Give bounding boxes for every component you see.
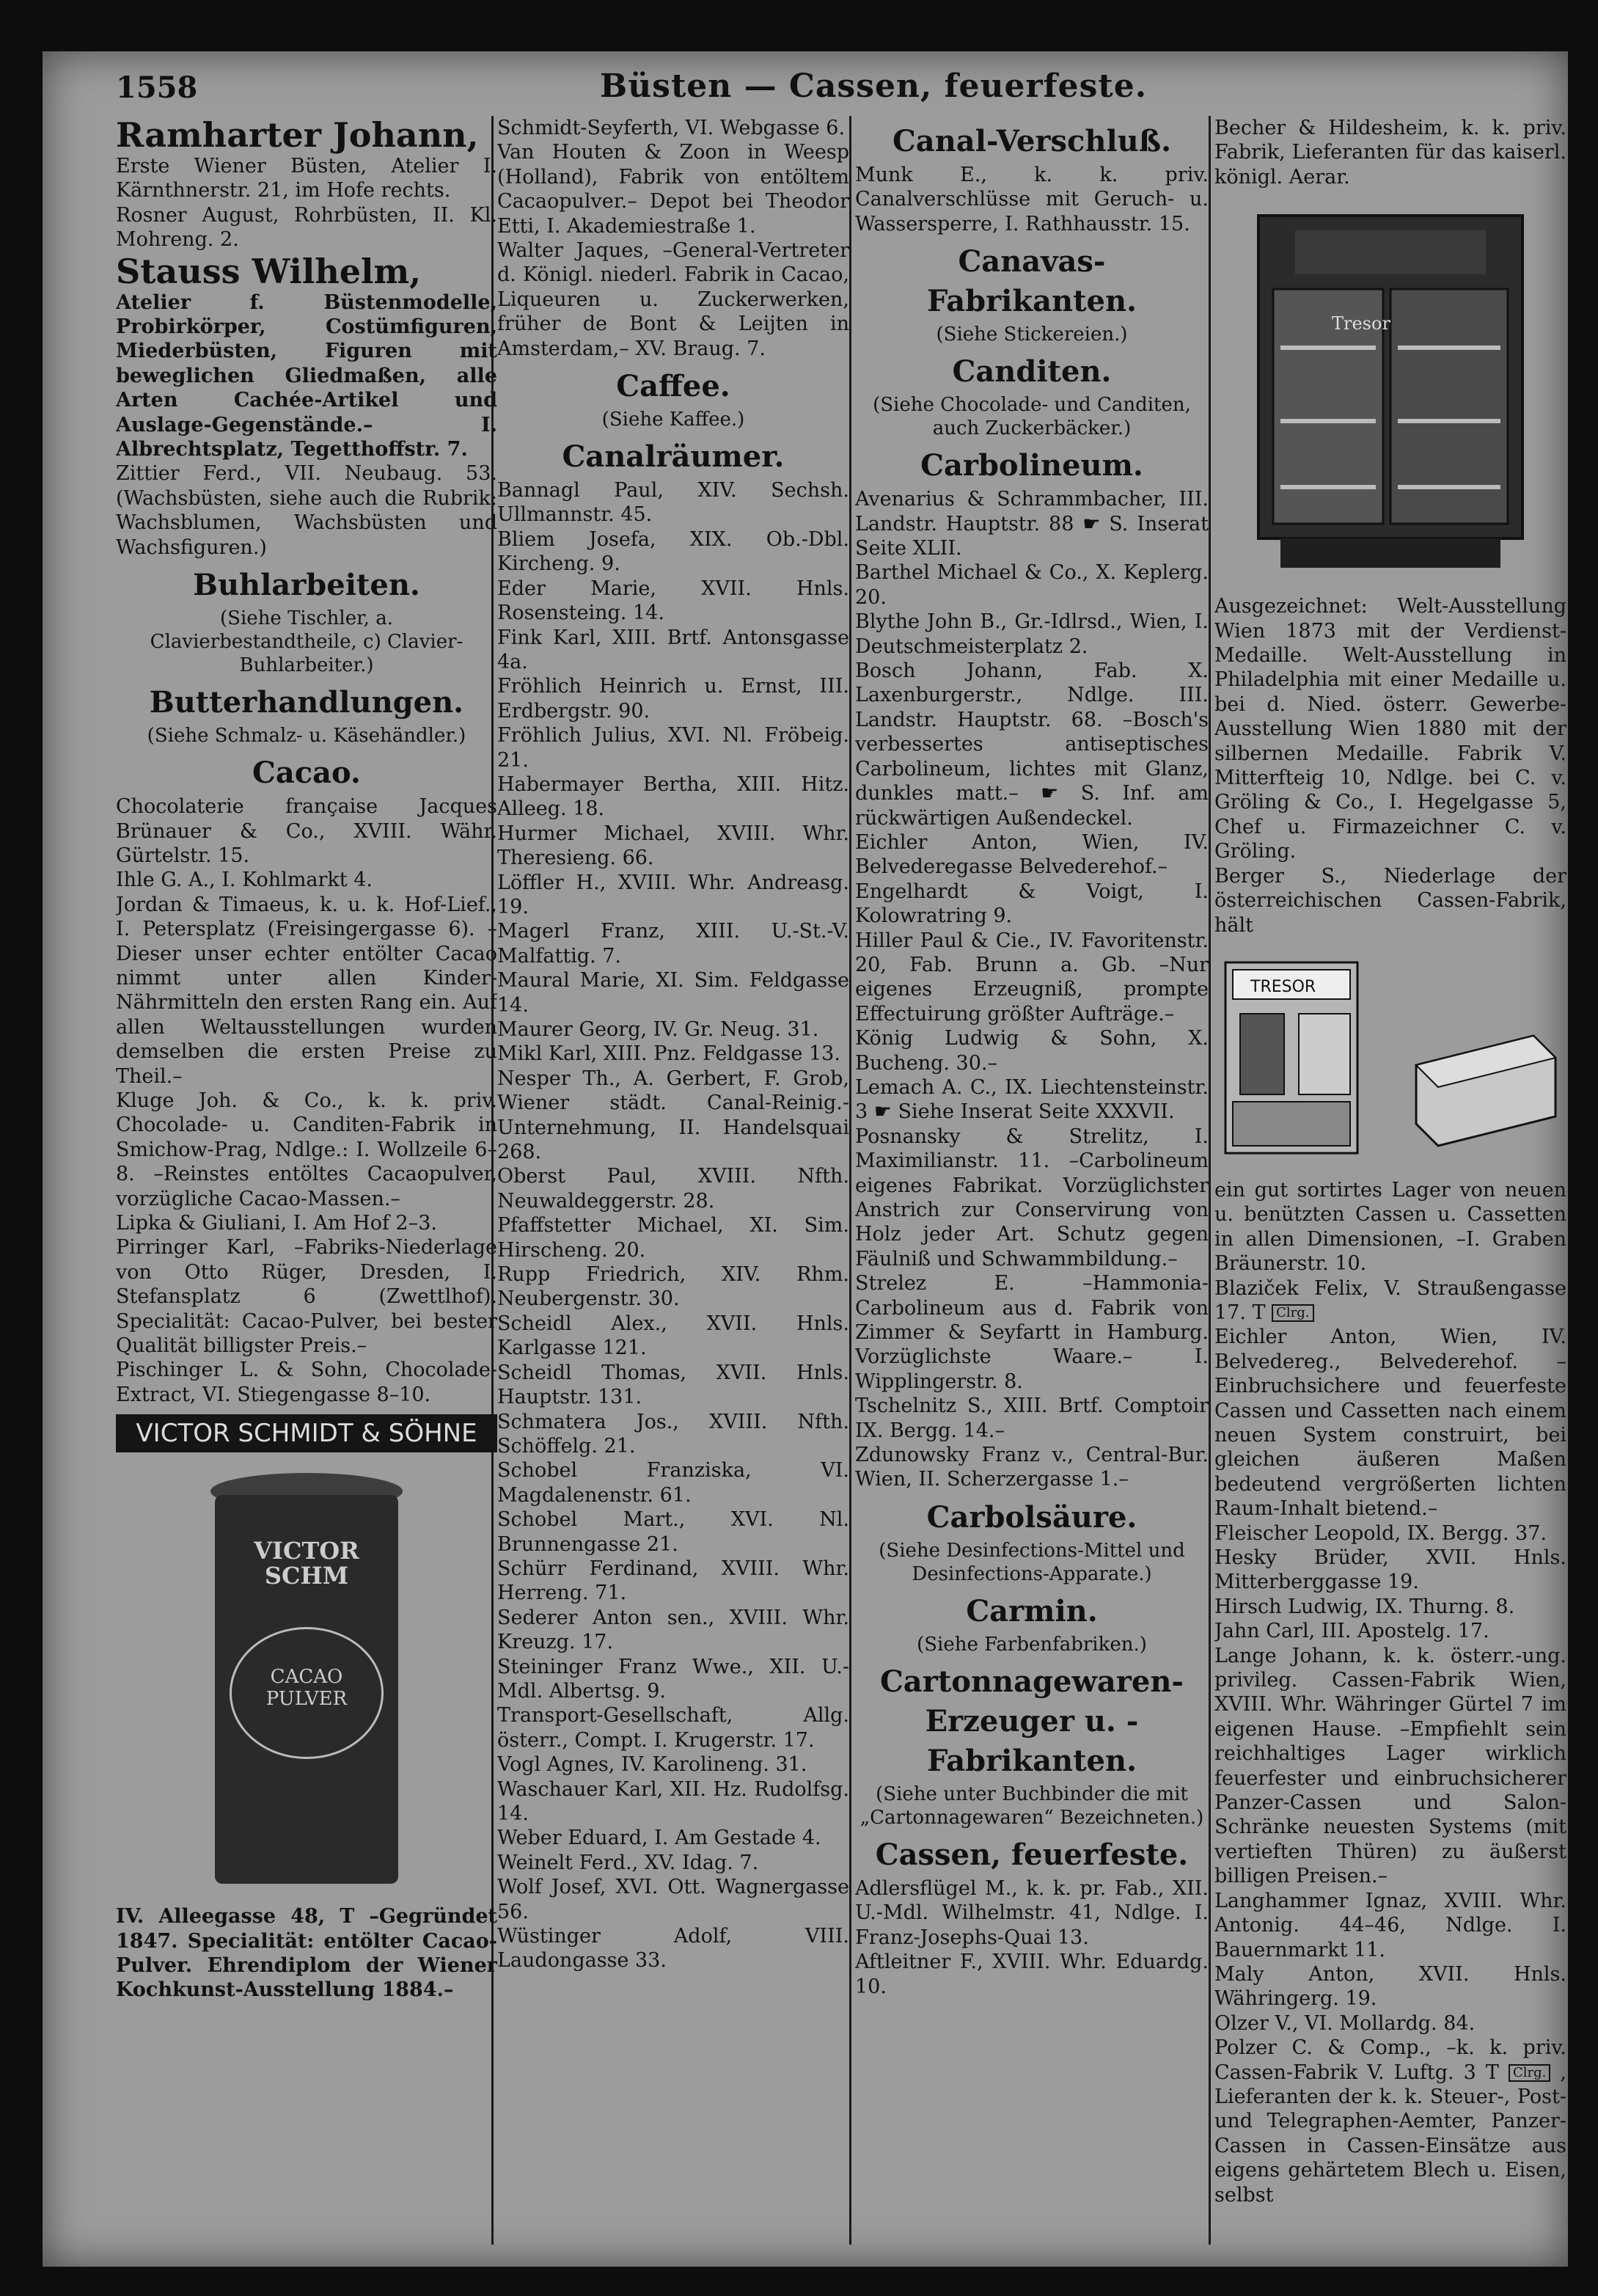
entry: Pischinger L. & Sohn, Chocolade-Extract, VI. Stiegengasse 8–10.	[116, 1359, 497, 1406]
section-heading: Carmin.	[966, 1593, 1098, 1628]
cross-reference: (Siehe unter Buchbinder die mit „Cartonnagewaren“ Bezeichneten.)	[860, 1783, 1204, 1829]
entry-text: Erste Wiener Büsten, Atelier I. Kärnthnerstr. 21, im Hofe rechts.	[116, 155, 497, 202]
directory-entry: Weber Eduard, I. Am Gestade 4.	[497, 1827, 821, 1850]
directory-entry: Hurmer Michael, XVIII. Whr. Theresieng. 66.	[497, 822, 849, 870]
entry: Van Houten & Zoon in Weesp (Holland), Fabrik von entöltem Cacaopulver.– Depot bei Theodor Etti, I. Akademiestraße 1.	[497, 141, 849, 238]
column-rule	[849, 116, 851, 2245]
safe-drawing	[1236, 201, 1544, 582]
directory-entry: Wolf Josef, XVI. Ott. Wagnergasse 56.	[497, 1876, 849, 1923]
tin-brand: VICTOR SCHM	[254, 1537, 359, 1590]
entry: Aftleitner F., XVIII. Whr. Eduardg. 10.	[855, 1950, 1209, 1998]
directory-entry: Avenarius & Schrammbacher, III. Landstr. Hauptstr. 88 ☛ S. Inserat Seite XLII.	[855, 488, 1209, 560]
entry: Munk E., k. k. priv. Canalverschlüsse mit Geruch- u. Wassersperre, I. Rathhausstr. 15.	[855, 164, 1209, 235]
section-heading: Canal-Verschluß.	[892, 124, 1172, 158]
directory-entry: Scheidl Thomas, XVII. Hnls. Hauptstr. 131.	[497, 1361, 849, 1409]
column-4	[1214, 116, 1566, 2252]
directory-entry: Langhammer Ignaz, XVIII. Whr. Antonig. 44–46, Ndlge. I. Bauernmarkt 11.	[1214, 1889, 1566, 1962]
directory-entry: Fink Karl, XIII. Brtf. Antonsgasse 4a.	[497, 626, 849, 673]
section-heading: Carbolineum.	[920, 448, 1143, 483]
entry-text: , Lieferanten der k. k. Steuer-, Post- und Telegraphen-Aemter, Panzer-Cassen in Cassen-Einsätze aus eigens gehärtetem Blech u. Eisen, selbst	[1214, 2061, 1566, 2207]
entry-text: Ausgezeichnet: Welt-Ausstellung Wien 1873 mit der Verdienst-Medaille. Welt-Ausstellung in Philadelphia mit einer Medaille u. bei d. Nied. österr. Gewerbe-Ausstellung Wien 1880 mit der silbernen Medaille. Fabrik V. Mitterfteig 10, Ndlge. bei C. v. Gröling & Co., I. Hegelgasse 5, Chef u. Firmazeichner C. v. Gröling.	[1214, 595, 1566, 863]
entry-text: Blaziček Felix, V. Straußengasse 17. T	[1214, 1276, 1566, 1324]
entry: Kluge Joh. & Co., k. k. priv. Chocolade- u. Canditen-Fabrik in Smichow-Prag, Ndlge.: I. Wollzeile 6–8. –Reinstes entöltes Cacaopulver, vorzügliche Cacao-Massen.–	[116, 1089, 497, 1210]
running-title: Büsten — Cassen, feuerfeste.	[600, 67, 1148, 105]
directory-entry: Vogl Agnes, IV. Karolineng. 31.	[497, 1753, 807, 1777]
entry-name: Ramharter Johann,	[116, 116, 479, 155]
column-rule	[1209, 116, 1211, 2245]
entry	[1214, 2036, 1566, 2207]
directory-entry: Strelez E. –Hammonia-Carbolineum aus d. Fabrik von Zimmer & Seyfartt in Hamburg. Vorzüglichste Waare.– I. Wipplingerstr. 8.	[855, 1272, 1209, 1393]
entry: Lipka & Giuliani, I. Am Hof 2–3.	[116, 1212, 437, 1235]
directory-entry: Oberst Paul, XVIII. Nfth. Neuwaldeggerstr. 28.	[497, 1165, 849, 1213]
section-heading: Canalräumer.	[562, 439, 785, 475]
entry-text: Polzer C. & Comp., –k. k. priv. Cassen-Fabrik V. Luftg. 3 T	[1214, 2036, 1566, 2084]
safe-illustration	[1236, 201, 1544, 582]
section-heading: Buhlarbeiten.	[193, 568, 420, 603]
directory-entry: Wüstinger Adolf, VIII. Laudongasse 33.	[497, 1925, 849, 1973]
directory-entry: Jahn Carl, III. Apostelg. 17.	[1214, 1620, 1489, 1643]
entry-name: Stauss Wilhelm,	[116, 251, 422, 291]
directory-page	[43, 51, 1568, 2267]
entry: Pirringer Karl, –Fabriks-Niederlage von Otto Rüger, Dresden, I. Stefansplatz 6 (Zwettlhof). Specialität: Cacao-Pulver, bei bester Qualität billigster Preis.–	[116, 1236, 497, 1358]
directory-entry: Hirsch Ludwig, IX. Thurng. 8.	[1214, 1595, 1515, 1618]
tin-label: CACAO PULVER	[230, 1627, 384, 1759]
entry-text: ein gut sortirtes Lager von neuen u. benützten Cassen u. Cassetten in allen Dimensionen, –I. Graben Bräunerstr. 10.	[1214, 1178, 1566, 1276]
directory-entry: Habermayer Bertha, XIII. Hitz. Alleeg. 18.	[497, 772, 849, 821]
directory-entry: Scheidl Alex., XVII. Hnls. Karlgasse 121.	[497, 1312, 849, 1360]
directory-entry: Schmatera Jos., XVIII. Nfth. Schöffelg. 21.	[497, 1410, 849, 1458]
directory-entry: Schobel Mart., XVI. Nl. Brunnengasse 21.	[497, 1508, 849, 1556]
directory-entry: Lange Johann, k. k. österr.-ung. privileg. Cassen-Fabrik Wien, XVIII. Whr. Währinger Gürtel 7 im eigenen Hause. –Empfiehlt sein reichhaltiges Lager wirklich feuerfester und einbruchsicherer Panzer-Cassen und Salon-Schränke neuesten Systems (mit vertieften Thüren) zu äußerst billigen Preisen.–	[1214, 1644, 1566, 1888]
entry: Schmidt-Seyferth, VI. Webgasse 6.	[497, 117, 846, 139]
cross-reference: (Siehe Desinfections-Mittel und Desinfections-Apparate.)	[879, 1539, 1185, 1585]
column-2	[497, 116, 849, 2252]
directory-entry: Maurer Georg, IV. Gr. Neug. 31.	[497, 1018, 819, 1041]
page-number: 1558	[116, 70, 198, 105]
entry: Berger S., Niederlage der österreichischen Cassen-Fabrik, hält	[1214, 864, 1566, 937]
page-header	[43, 65, 1568, 116]
directory-entry: Transport-Gesellschaft, Allg. österr., Compt. I. Krugerstr. 17.	[497, 1704, 849, 1752]
directory-entry: Posnansky & Strelitz, I. Maximilianstr. 11. –Carbolineum eigenes Fabrikat. Vorzüglichster Anstrich zur Conservirung von Holz jeder Art. Schutz gegen Fäulniß und Schwammbildung.–	[855, 1125, 1209, 1271]
directory-entry: Barthel Michael & Co., X. Keplerg. 20.	[855, 561, 1209, 609]
directory-entry: Pfaffstetter Michael, XI. Sim. Hirscheng. 20.	[497, 1214, 849, 1262]
directory-entry: Eder Marie, XVII. Hnls. Rosensteing. 14.	[497, 577, 849, 625]
directory-entry: Fröhlich Heinrich u. Ernst, III. Erdbergstr. 90.	[497, 675, 849, 723]
directory-entry: Löffler H., XVIII. Whr. Andreasg. 19.	[497, 871, 849, 918]
cross-reference: (Siehe Tischler, a. Clavierbestandtheile, c) Clavier-Buhlarbeiter.)	[150, 607, 463, 677]
directory-entry: Lemach A. C., IX. Liechtensteinstr. 3 ☛ Siehe Inserat Seite XXXVII.	[855, 1075, 1209, 1124]
directory-entry: Mikl Karl, XIII. Pnz. Feldgasse 13.	[497, 1042, 840, 1066]
directory-entry: Schobel Franziska, VI. Magdalenenstr. 61.	[497, 1459, 849, 1507]
safe-label: TRESOR	[1250, 977, 1316, 996]
entry: Ihle G. A., I. Kohlmarkt 4.	[116, 869, 373, 892]
safe-and-box-illustration	[1218, 948, 1563, 1168]
section-heading: Cassen, feuerfeste.	[875, 1837, 1189, 1872]
cacao-tin-illustration	[186, 1458, 428, 1898]
directory-entry: Zdunowsky Franz v., Central-Bur. Wien, II. Scherzergasse 1.–	[855, 1444, 1209, 1491]
directory-entry: Blythe John B., Gr.-Idlrsd., Wien, I. Deutschmeisterplatz 2.	[855, 610, 1209, 658]
section-heading: Cartonnagewaren-Erzeuger u. -Fabrikanten.	[879, 1664, 1184, 1778]
cross-reference: (Siehe Chocolade- und Canditen, auch Zuckerbäcker.)	[873, 394, 1191, 440]
entry: Adlersflügel M., k. k. pr. Fab., XII. U.-Mdl. Wilhelmstr. 41, Ndlge. I. Franz-Josephs-Quai 13.	[855, 1876, 1209, 1949]
directory-entry: Fröhlich Julius, XVI. Nl. Fröbeig. 21.	[497, 724, 849, 772]
section-heading: Butterhandlungen.	[149, 685, 464, 720]
entry: Eichler Anton, Wien, IV. Belvedereg., Belvederehof. –Einbruchsichere und feuerfeste Cassen und Cassetten nach einem neuen System construirt, bei gleichen äußeren Maßen bedeutend vergrößerten lichten Raum-Inhalt bietend.–	[1214, 1326, 1566, 1521]
canalraeumer-list	[497, 478, 849, 1973]
directory-entry: Hiller Paul & Cie., IV. Favoritenstr. 20, Fab. Brunn a. Gb. –Nur eigenes Erzeugniß, prompte Effectuirung größter Aufträge.–	[855, 929, 1209, 1025]
directory-entry: Bannagl Paul, XIV. Sechsh. Ullmannstr. 45.	[497, 479, 849, 527]
safe-box-drawing	[1218, 948, 1563, 1168]
cross-reference: (Siehe Stickereien.)	[936, 323, 1128, 346]
carbolineum-list	[855, 487, 1209, 1492]
entry: Rosner August, Rohrbüsten, II. Kl. Mohreng. 2.	[116, 203, 497, 252]
directory-entry: König Ludwig & Sohn, X. Bucheng. 30.–	[855, 1027, 1209, 1075]
entry-text: Atelier f. Büstenmodelle, Probirkörper, Costümfiguren, Miederbüsten, Figuren mit beweglichen Gliedmaßen, alle Arten Cachée-Artikel und Auslage-Gegenstände.– I. Albrechtsplatz, Tegetthoffstr. 7.	[116, 290, 497, 461]
entry	[1214, 1276, 1566, 1326]
directory-entry: Sederer Anton sen., XVIII. Whr. Kreuzg. 17.	[497, 1606, 849, 1654]
advertisement-banner: VICTOR SCHMIDT & SÖHNE	[116, 1414, 497, 1452]
entry: Becher & Hildesheim, k. k. priv. Fabrik, Lieferanten für das kaiserl. königl. Aerar.	[1214, 117, 1566, 189]
directory-entry: Nesper Th., A. Gerbert, F. Grob, Wiener städt. Canal-Reinig.-Unternehmung, II. Handelsquai 268.	[497, 1067, 849, 1164]
directory-entry: Rupp Friedrich, XIV. Rhm. Neubergenstr. 30.	[497, 1263, 849, 1311]
directory-entry: Waschauer Karl, XII. Hz. Rudolfsg. 14.	[497, 1777, 849, 1825]
column-3	[855, 116, 1209, 2252]
entry: Walter Jaques, –General-Vertreter d. Königl. niederl. Fabrik in Cacao, Liqueuren u. Zuckerwerken, früher de Bont & Leijten in Amsterdam,– XV. Braug. 7.	[497, 239, 849, 360]
cross-reference: (Siehe Farbenfabriken.)	[917, 1633, 1147, 1656]
directory-entry: Fleischer Leopold, IX. Bergg. 37.	[1214, 1521, 1547, 1545]
directory-entry: Maly Anton, XVII. Hnls. Währingerg. 19.	[1214, 1962, 1566, 2011]
entry: Chocolaterie française Jacques Brünauer & Co., XVIII. Währ. Gürtelstr. 15.	[116, 795, 497, 867]
column-1	[116, 116, 497, 2252]
clearing-tag: Clrg.	[1272, 1304, 1313, 1322]
directory-entry: Schürr Ferdinand, XVIII. Whr. Herreng. 71.	[497, 1557, 849, 1605]
safe-label: Tresor	[1332, 313, 1390, 334]
directory-entry: Maural Marie, XI. Sim. Feldgasse 14.	[497, 969, 849, 1017]
clearing-tag: Clrg.	[1509, 2064, 1550, 2082]
cassen-list	[1214, 1521, 1566, 2036]
directory-entry: Tschelnitz S., XIII. Brtf. Comptoir IX. Bergg. 14.–	[855, 1394, 1209, 1442]
directory-entry: Engelhardt & Voigt, I. Kolowratring 9.	[855, 880, 1209, 928]
directory-entry: Bosch Johann, Fab. X. Laxenburgerstr., Ndlge. III. Landstr. Hauptstr. 68. –Bosch's verbessertes antiseptisches Carbolineum, lichtes mit Glanz, dunkles matt.– ☛ S. Inf. am rückwärtigen Außendeckel.	[855, 659, 1209, 830]
directory-entry: Bliem Josefa, XIX. Ob.-Dbl. Kircheng. 9.	[497, 527, 849, 576]
directory-entry: Olzer V., VI. Mollardg. 84.	[1214, 2011, 1476, 2035]
section-heading: Caffee.	[616, 369, 730, 404]
section-heading: Canavas-Fabrikanten.	[926, 244, 1137, 319]
directory-entry: Eichler Anton, Wien, IV. Belvederegasse Belvederehof.–	[855, 830, 1209, 879]
cross-reference: (Siehe Kaffee.)	[601, 409, 745, 431]
cross-reference: (Siehe Schmalz- u. Käsehändler.)	[147, 725, 466, 747]
directory-entry: Hesky Brüder, XVII. Hnls. Mitterberggasse 19.	[1214, 1546, 1566, 1594]
entry: Zittier Ferd., VII. Neubaug. 53. (Wachsbüsten, siehe auch die Rubrik: Wachsblumen, Wachsbüsten und Wachsfiguren.)	[116, 462, 497, 559]
directory-entry: Weinelt Ferd., XV. Idag. 7.	[497, 1851, 759, 1874]
section-heading: Canditen.	[952, 354, 1112, 390]
directory-entry: Steininger Franz Wwe., XII. U.-Mdl. Albertsg. 9.	[497, 1655, 849, 1703]
advertisement-text: IV. Alleegasse 48, T –Gegründet 1847. Specialität: entölter Cacao-Pulver. Ehrendiplom der Wiener Kochkunst-Ausstellung 1884.–	[116, 1905, 497, 2002]
directory-entry: Magerl Franz, XIII. U.-St.-V. Malfattig. 7.	[497, 920, 849, 968]
section-heading: Cacao.	[252, 756, 361, 791]
entry: Jordan & Timaeus, k. u. k. Hof-Lief., I. Petersplatz (Freisingergasse 6). –Dieser unser echter entölter Cacao nimmt unter allen Kinder-Nährmitteln den ersten Rang ein. Auf allen Weltausstellungen wurden demselben die ersten Preise zu Theil.–	[116, 893, 497, 1088]
section-heading: Carbolsäure.	[926, 1499, 1137, 1535]
